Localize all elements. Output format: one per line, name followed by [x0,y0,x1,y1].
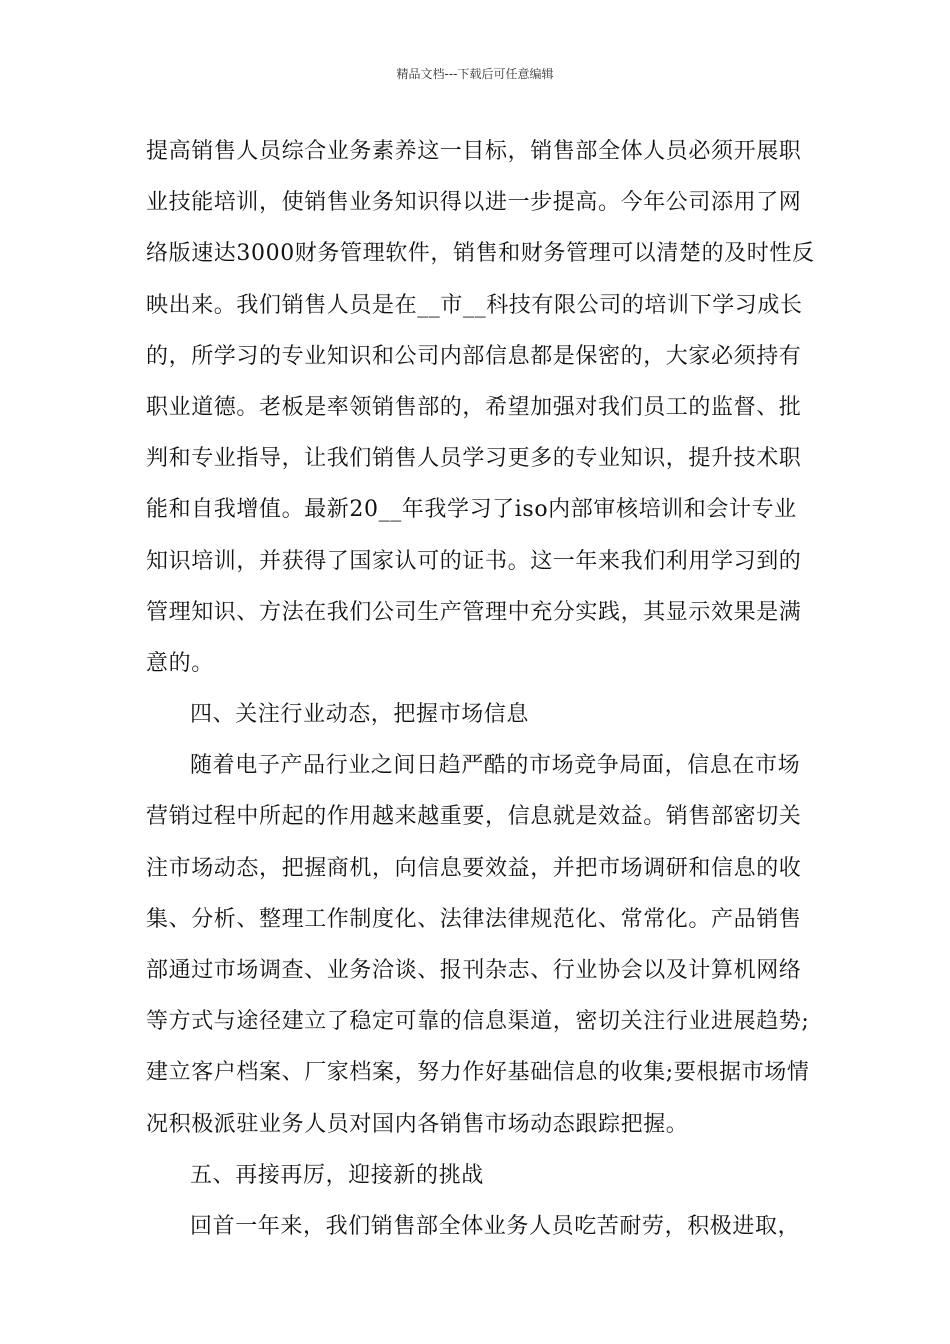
body-line: 职业道德。老板是率领销售部的，希望加强对我们员工的监督、批 [146,394,802,420]
body-line: 集、分析、整理工作制度化、法律法律规范化、常常化。产品销售 [146,906,802,932]
body-line: 业技能培训，使销售业务知识得以进一步提高。今年公司添用了网 [146,190,802,216]
section-heading: 五、再接再厉，迎接新的挑战 [190,1162,484,1188]
body-line: 营销过程中所起的作用越来越重要，信息就是效益。销售部密切关 [146,804,802,830]
body-line: 随着电子产品行业之间日趋严酷的市场竞争局面，信息在市场 [190,753,801,779]
page-header: 精品文档---下载后可任意编辑 [396,67,554,81]
body-line: 能和自我增值。最新20__年我学习了iso内部审核培训和会计专业 [146,497,797,523]
body-line: 的，所学习的专业知识和公司内部信息都是保密的，大家必须持有 [146,343,802,369]
body-line: 络版速达3000财务管理软件，销售和财务管理可以清楚的及时性反 [146,241,815,267]
body-line: 况积极派驻业务人员对国内各销售市场动态跟踪把握。 [146,1111,689,1137]
body-line: 部通过市场调查、业务洽谈、报刊杂志、行业协会以及计算机网络 [146,958,802,983]
body-line: 注市场动态，把握商机，向信息要效益，并把市场调研和信息的收 [146,855,802,881]
body-line: 管理知识、方法在我们公司生产管理中充分实践，其显示效果是满 [146,599,802,625]
section-heading: 四、关注行业动态，把握市场信息 [190,702,530,728]
body-line: 等方式与途径建立了稳定可靠的信息渠道，密切关注行业进展趋势; [146,1009,810,1035]
body-line: 映出来。我们销售人员是在__市__科技有限公司的培训下学习成长 [146,292,803,318]
body-line: 回首一年来，我们销售部全体业务人员吃苦耐劳，积极进取， [190,1213,801,1239]
body-line: 建立客户档案、厂家档案，努力作好基础信息的收集;要根据市场情 [146,1060,810,1086]
body-line: 判和专业指导，让我们销售人员学习更多的专业知识，提升技术职 [146,446,802,472]
document-body [146,126,816,1252]
body-line: 意的。 [146,650,214,676]
body-line: 知识培训，并获得了国家认可的证书。这一年来我们利用学习到的 [146,548,802,574]
body-line: 提高销售人员综合业务素养这一目标，销售部全体人员必须开展职 [146,139,802,164]
